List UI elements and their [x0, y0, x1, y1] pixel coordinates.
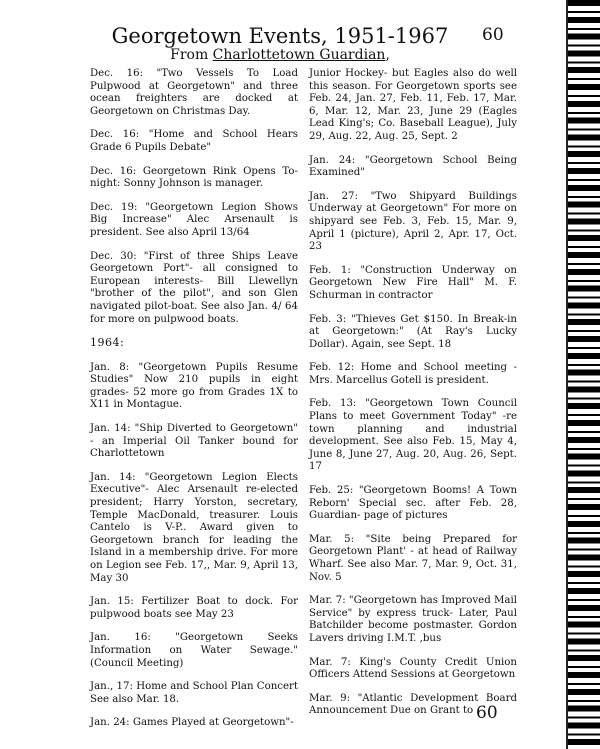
entry: Feb. 13: "Georgetown Town Council Plans to meet Government Today" -re town planning and industrial development. See also Feb. 15, May 4, June 8, June 27, Aug. 20, Aug. 26, Sept. 17: [309, 398, 517, 473]
entry: Jan. 14: "Georgetown Legion Elects Executive"- Alec Arsenault re-elected president; Harry Yorston, secretary, Temple MacDonald, treasurer. Louis Cantelo is V-P.. Award given to Georgetown branch for leading the Island in a membership drive. For more on Legion see Feb. 17,, Mar. 9, April 13, May 30: [90, 471, 298, 584]
year-heading: 1964:: [90, 336, 125, 350]
entry: Junior Hockey- but Eagles also do well this season. For Georgetown sports see Feb. 24, Jan. 27, Feb. 11, Feb. 17, Mar. 6, Mar. 12, Mar. 23, June 29 (Eagles Lead King's; Co. Baseball League), July 29, Aug. 22, Aug. 25, Sept. 2: [309, 68, 517, 142]
entry: Dec. 16: "Home and School Hears Grade 6 Pupils Debate": [90, 129, 298, 153]
entry: Jan. 24: "Georgetown School Being Examined": [309, 154, 517, 179]
entry: Feb. 3: "Thieves Get $150. In Break-in at Georgetown:" (At Ray's Lucky Dollar). Again, see Sept. 18: [309, 313, 517, 350]
entry: Dec. 30: "First of three Ships Leave Georgetown Port"- all consigned to European interests- Bill Llewellyn "brother of the pilot", and son Glen navigated pilot-boat. See also Jan. 4/ 64 for more on pulpwood boats.: [90, 250, 298, 325]
entry: Mar. 7: King's County Credit Union Officers Attend Sessions at Georgetown: [309, 656, 517, 681]
entry: Mar. 9: "Atlantic Development Board Announcement Due on Grant to: [309, 692, 517, 717]
entry: Dec. 19: "Georgetown Legion Shows Big Increase" Alec Arsenault is president. See also April 13/64: [90, 201, 298, 238]
subtitle-source: Charlottetown Guardian: [212, 47, 386, 63]
spiral-binding: [568, 0, 600, 749]
page-number-bottom: 60: [476, 703, 498, 723]
entry: Mar. 5: "Site being Prepared for Georgetown Plant' - at head of Railway Wharf. See also Mar. 7, Mar. 9, Oct. 31, Nov. 5: [309, 533, 517, 583]
entry: Feb. 12: Home and School meeting - Mrs. Marcellus Gotell is president.: [309, 362, 517, 386]
entry: Jan. 24: Games Played at Georgetown"-: [90, 717, 294, 729]
subtitle-suffix: ,: [385, 47, 390, 63]
entry: Mar. 7: "Georgetown has Improved Mail Service" by express truck- Later, Paul Batchilder become postmaster. Gordon Lavers driving I.M.T. ,bus: [309, 595, 517, 644]
entry: Jan., 17: Home and School Plan Concert See also Mar. 18.: [90, 681, 298, 705]
entry: Jan. 27: "Two Shipyard Buildings Underway at Georgetown" For more on shipyard see Feb. 3, Feb. 15, Mar. 9, April 1 (picture), April 2, Apr. 17, Oct. 23: [309, 190, 517, 253]
entry: Jan. 8: "Georgetown Pupils Resume Studies" Now 210 pupils in eight grades- 52 more go from Grades 1X to X11 in Montague.: [90, 361, 298, 411]
page-number-top: 60: [482, 25, 504, 45]
left-column: [90, 68, 298, 741]
entry: Feb. 25: "Georgetown Booms! A Town Reborn' Special sec. after Feb. 28, Guardian- page of pictures: [309, 485, 517, 522]
page-title: Georgetown Events, 1951-1967: [111, 24, 449, 48]
subtitle-prefix: From: [170, 47, 213, 63]
entry: Jan. 15: Fertilizer Boat to dock. For pulpwood boats see May 23: [90, 596, 298, 620]
entry: Dec. 16: "Two Vessels To Load Pulpwood at Georgetown" and three ocean freighters are docked at Georgetown on Christmas Day.: [90, 68, 298, 117]
entry: Jan. 14: "Ship Diverted to Georgetown" - an Imperial Oil Tanker bound for Charlottetown: [90, 423, 298, 460]
right-column: [309, 68, 517, 729]
entry: Dec. 16: Georgetown Rink Opens To-night: Sonny Johnson is manager.: [90, 165, 298, 190]
entry: Jan. 16: "Georgetown Seeks Information on Water Sewage." (Council Meeting): [90, 632, 298, 669]
entry: Feb. 1: "Construction Underway on Georgetown New Fire Hall" M. F. Schurman in contractor: [309, 264, 517, 301]
page-subtitle: [0, 47, 560, 63]
